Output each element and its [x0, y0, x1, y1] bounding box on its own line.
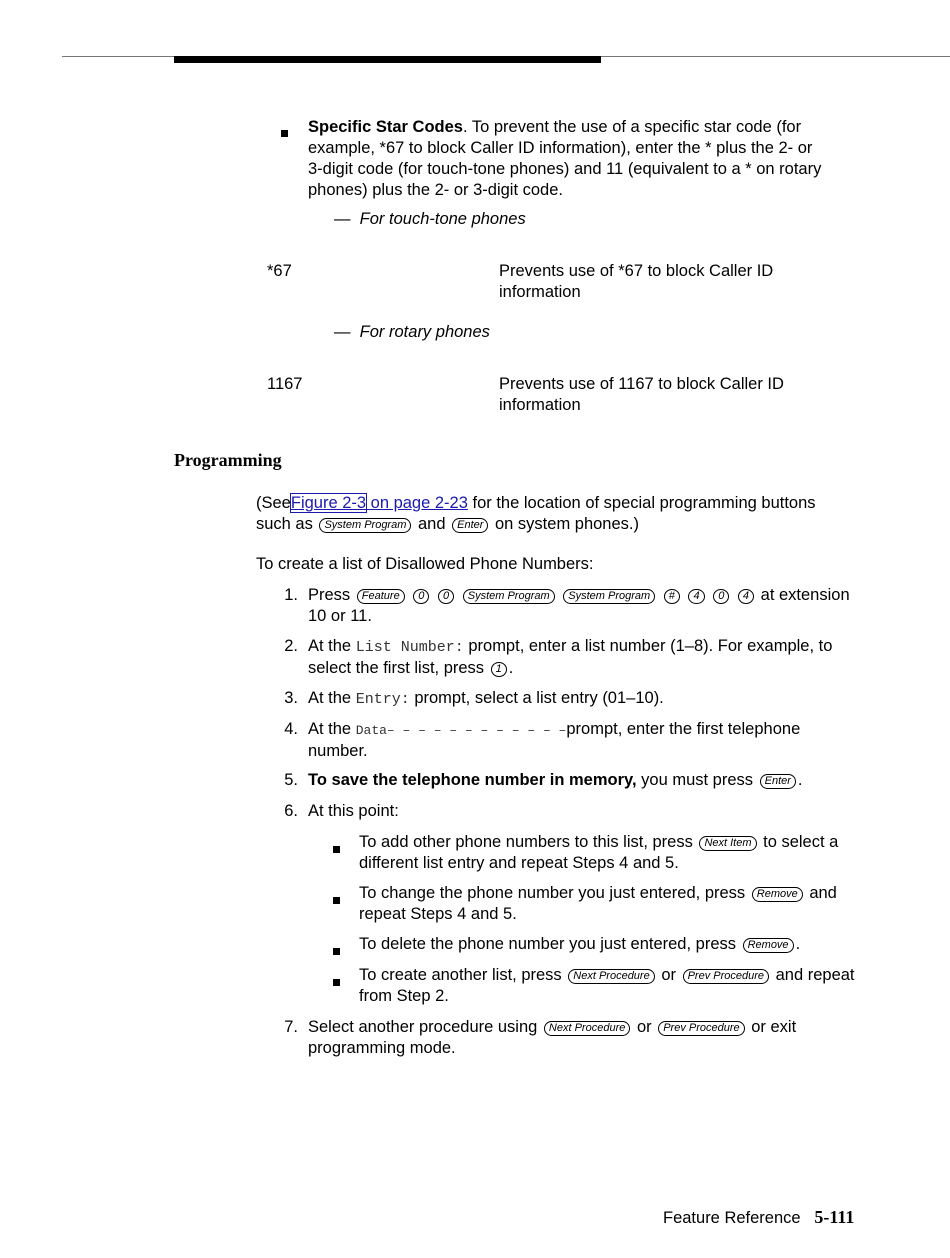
step-4 — [308, 719, 878, 762]
step-2 — [308, 636, 878, 679]
zero-key: 0 — [713, 589, 729, 604]
step-number: 6. — [284, 802, 298, 820]
step-number: 5. — [284, 771, 298, 789]
text: programming mode. — [308, 1039, 456, 1057]
step-number: 7. — [284, 1018, 298, 1036]
enter-key: Enter — [452, 518, 488, 533]
text: prompt, enter the first telephone — [566, 720, 801, 738]
intro-text: To create a list of Disallowed Phone Numbers: — [256, 555, 594, 573]
star-codes-title: Specific Star Codes — [308, 118, 463, 136]
text: on system phones.) — [495, 515, 639, 533]
text: to select a — [763, 833, 839, 851]
step-number: 3. — [284, 689, 298, 707]
one-key: 1 — [491, 662, 507, 677]
step-3 — [308, 688, 878, 710]
text: To delete the phone number you just entered, press — [359, 935, 736, 953]
page-number: 5-111 — [814, 1207, 855, 1227]
text: repeat Steps 4 and 5. — [359, 905, 517, 923]
four-key: 4 — [738, 589, 754, 604]
text: prompt, enter a list number (1–8). For example, to — [468, 637, 833, 655]
sub-bullet-4 — [359, 965, 879, 1007]
step-number: 1. — [284, 586, 298, 604]
figure-link[interactable]: Figure 2-3 — [290, 494, 367, 512]
bullet-marker — [333, 838, 340, 859]
description-line: Prevents use of *67 to block Caller ID — [499, 262, 774, 280]
rotary-label: For rotary phones — [359, 323, 490, 341]
footer — [663, 1207, 854, 1229]
text: number. — [308, 742, 368, 760]
text: At the — [308, 720, 352, 738]
text: . — [508, 659, 514, 677]
text: Select another procedure using — [308, 1018, 538, 1036]
text: such as — [256, 515, 313, 533]
four-key: 4 — [688, 589, 704, 604]
touch-tone-heading — [334, 209, 526, 230]
zero-key: 0 — [438, 589, 454, 604]
text: from Step 2. — [359, 987, 449, 1005]
remove-key: Remove — [743, 938, 794, 953]
footer-section: Feature Reference — [663, 1209, 801, 1227]
page-link[interactable]: on page 2-23 — [366, 494, 468, 512]
star-codes-text: . To prevent the use of a specific star code (for — [462, 118, 802, 136]
sub-bullet-2 — [359, 883, 879, 925]
sub-bullet-1 — [359, 832, 879, 874]
step-7 — [308, 1017, 878, 1059]
text: At the — [308, 637, 352, 655]
text: . — [795, 935, 801, 953]
next-procedure-key: Next Procedure — [544, 1021, 630, 1036]
text: you must press — [641, 771, 754, 789]
text: . — [797, 771, 803, 789]
bold-text: To save the telephone number in memory, — [308, 771, 637, 789]
system-program-key: System Program — [463, 589, 555, 604]
code-1167-description — [499, 374, 784, 416]
bullet-marker — [333, 971, 340, 992]
text: or — [636, 1018, 652, 1036]
step-number: 4. — [284, 720, 298, 738]
text: prompt, select a list entry (01–10). — [414, 689, 664, 707]
prev-procedure-key: Prev Procedure — [658, 1021, 744, 1036]
next-item-key: Next Item — [699, 836, 756, 851]
data-prompt: Data– – – – – – – – – – – – — [355, 723, 567, 738]
sub-bullet-3 — [359, 934, 879, 955]
step-5 — [308, 770, 878, 791]
feature-key: Feature — [357, 589, 405, 604]
enter-key: Enter — [760, 774, 796, 789]
description-line: information — [499, 396, 581, 414]
text: select the first list, press — [308, 659, 485, 677]
programming-heading: Programming — [174, 450, 282, 470]
text: or exit — [751, 1018, 797, 1036]
code-1167: 1167 — [267, 375, 303, 393]
see-figure-paragraph — [256, 493, 876, 535]
code-67-description — [499, 261, 773, 303]
text: different list entry and repeat Steps 4 and 5. — [359, 854, 679, 872]
text: To create another list, press — [359, 966, 562, 984]
star-codes-text: example, *67 to block Caller ID information), enter the * plus the 2- or — [308, 139, 813, 157]
description-line: information — [499, 283, 581, 301]
text: or — [661, 966, 676, 984]
text: and — [417, 515, 446, 533]
step-1 — [308, 585, 878, 627]
star-codes-paragraph — [308, 117, 868, 201]
description-line: Prevents use of 1167 to block Caller ID — [499, 375, 784, 393]
system-program-key: System Program — [563, 589, 655, 604]
next-procedure-key: Next Procedure — [568, 969, 654, 984]
bullet-marker — [281, 122, 288, 143]
remove-key: Remove — [752, 887, 803, 902]
text: and — [809, 884, 837, 902]
header-bar — [174, 56, 601, 63]
bullet-marker — [333, 940, 340, 961]
zero-key: 0 — [413, 589, 429, 604]
code-67: *67 — [267, 262, 292, 280]
system-program-key: System Program — [319, 518, 411, 533]
star-codes-text: 3-digit code (for touch-tone phones) and 11 (equivalent to a * on rotary — [308, 160, 822, 178]
touch-tone-label: For touch-tone phones — [359, 210, 526, 228]
text: To add other phone numbers to this list, press — [359, 833, 693, 851]
see-suffix: for the location of special programming buttons — [472, 494, 816, 512]
prev-procedure-key: Prev Procedure — [683, 969, 769, 984]
entry-prompt: Entry: — [355, 691, 410, 708]
text: at extension — [760, 586, 850, 604]
see-prefix: (See — [256, 494, 291, 512]
rotary-heading — [334, 322, 490, 343]
dash: — — [334, 210, 351, 228]
step-6: At this point: — [308, 802, 399, 820]
bullet-marker — [333, 889, 340, 910]
list-number-prompt: List Number: — [355, 639, 464, 656]
dash: — — [334, 323, 351, 341]
text: 10 or 11. — [308, 607, 372, 625]
text: Press — [308, 586, 351, 604]
text: At the — [308, 689, 352, 707]
step-number: 2. — [284, 637, 298, 655]
text: and repeat — [775, 966, 855, 984]
text: To change the phone number you just entered, press — [359, 884, 746, 902]
star-codes-text: phones) plus the 2- or 3-digit code. — [308, 181, 563, 199]
hash-key: # — [664, 589, 680, 604]
